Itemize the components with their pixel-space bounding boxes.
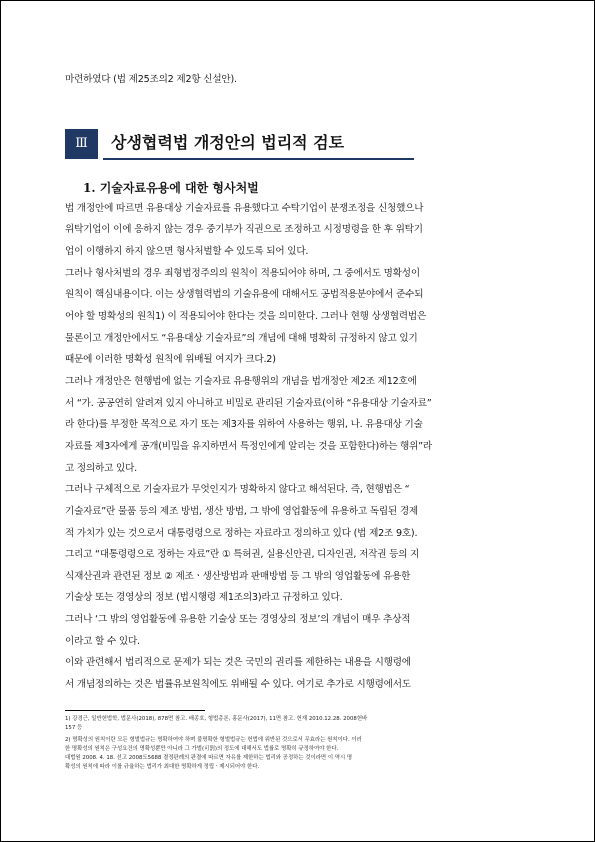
body-text-line: 법 개정안에 따르면 유용대상 기술자료를 유용했다고 수탁기업이 분쟁조정을 신청했으나 bbox=[65, 203, 424, 214]
body-text-line: 기술상 또는 경영상의 정보 (법시행령 제1조의3)라고 규정하고 있다. bbox=[65, 592, 343, 603]
body-text-line: 기술자료”란 물품 등의 제조 방법, 생산 방법, 그 밖에 영업활동에 유용하고 독립된 경제 bbox=[65, 506, 418, 517]
section-title: 상생협력법 개정안의 법리적 검토 bbox=[111, 133, 345, 152]
body-text-line: 라 한다)를 부정한 목적으로 자기 또는 제3자를 위하여 사용하는 행위, 나. 유용대상 기술 bbox=[65, 419, 423, 430]
body-text-line: 그러나 구체적으로 기술자료가 무엇인지가 명확하지 않다고 해석된다. 즉, 현행법은 “ bbox=[65, 484, 410, 495]
section-number-badge: Ⅲ bbox=[65, 129, 98, 159]
body-text-line: 어야 할 명확성의 원칙1) 이 적용되어야 한다는 것을 의미한다. 그러나 현행 상생협력법은 bbox=[65, 311, 427, 322]
footnote-line: 157 등 bbox=[65, 725, 83, 731]
body-text-line: 그러나 개정안은 현행법에 없는 기술자료 유용행위의 개념을 법개정안 제2조 제12호에 bbox=[65, 376, 417, 387]
footnote-line: 대법원 2008. 4. 18. 선고 2008도5688 결정판례의 판결에 따르면 자유를 제한하는 법리와 공정하는 것이라면 이 역시 명 bbox=[65, 755, 353, 761]
body-text-line: 때문에 이러한 명확성 원칙에 위배될 여지가 크다.2) bbox=[65, 354, 276, 365]
body-text-line: 업이 이행하지 하지 않으면 형사처벌할 수 있도록 되어 있다. bbox=[65, 246, 309, 257]
body-text-line: 고 정의하고 있다. bbox=[65, 463, 138, 474]
footnote-line: 한 명확성의 원칙은 구성요건의 명확성뿐만 아니라 그 가벌(可罰)의 정도에 대해서도 법률로 명확히 규정하여야 한다. bbox=[65, 746, 339, 752]
body-text-line: 그러나 ‘그 밖의 영업활동에 유용한 기술상 또는 경영상의 정보’의 개념이 매우 추상적 bbox=[65, 614, 411, 625]
body-text-line: 그러나 형사처벌의 경우 죄형법정주의의 원칙이 적용되어야 하며, 그 중에서도 명확성이 bbox=[65, 268, 420, 279]
body-text-line: 위탁기업이 이에 응하지 않는 경우 중기부가 직권으로 조정하고 시정명령을 한 후 위탁기 bbox=[65, 224, 423, 235]
section-header bbox=[65, 129, 415, 159]
body-text-line: 식재산권과 관련된 정보 ② 제조ㆍ생산방법과 판매방법 등 그 밖의 영업활동에 유용한 bbox=[65, 571, 411, 582]
subheading: 1. 기술자료유용에 대한 형사처벌 bbox=[83, 181, 259, 195]
section-underline bbox=[103, 158, 414, 160]
footnote-line: 1) 강경근, 일반헌법학, 법문사(2018), 878면 참고. 배종호, 형법총론, 홍문사(2017), 11면 참고. 헌재 2010.12.28. 2008헌바 bbox=[65, 716, 368, 722]
body-text-line: 이와 관련해서 법리적으로 문제가 되는 것은 국민의 권리를 제한하는 내용을 시행령에 bbox=[65, 657, 411, 668]
body-text-line: 서 개념정의하는 것은 법률유보원칙에도 위배될 수 있다. 여기로 추가로 시행령에서도 bbox=[65, 679, 411, 690]
footnote-divider bbox=[65, 710, 205, 711]
body-text-line: 마련하였다 (법 제25조의2 제2항 신설안). bbox=[65, 74, 237, 85]
body-text-line: 서 “가. 공공연히 알려져 있지 아니하고 비밀로 관리된 기술자료(이하 “유용대상 기술자료” bbox=[65, 398, 432, 409]
body-text-line: 그리고 “대통령령으로 정하는 자료”란 ① 특허권, 실용신안권, 디자인권, 저작권 등의 지 bbox=[65, 549, 420, 560]
body-text-line: 원칙이 핵심내용이다. 이는 상생협력법의 기술유용에 대해서도 공법적용분야에서 준수되 bbox=[65, 289, 424, 300]
footnote-line: 확성의 원칙에 따라 이를 규율하는 법리가 최대한 명확하게 정립ㆍ제시되어야 한다. bbox=[65, 764, 260, 770]
footnote-line: 2) 명확성의 원칙이란 모든 형벌법규는 명확하여야 하며 불명확한 형벌법규는 헌법에 위반된 것으로서 무효라는 원칙이다. 이러 bbox=[65, 737, 362, 743]
body-text-line: 물론이고 개정안에서도 “유용대상 기술자료”의 개념에 대해 명확히 규정하지 않고 있기 bbox=[65, 333, 418, 344]
body-text-line: 자료를 제3자에게 공개(비밀을 유지하면서 특정인에게 알리는 것을 포함한다)하는 행위”라 bbox=[65, 441, 432, 452]
body-text-line: 이라고 할 수 있다. bbox=[65, 636, 140, 647]
body-text-line: 적 가치가 있는 것으로서 대통령령으로 정하는 자료라고 정의하고 있다 (법 제2조 9호). bbox=[65, 528, 418, 539]
